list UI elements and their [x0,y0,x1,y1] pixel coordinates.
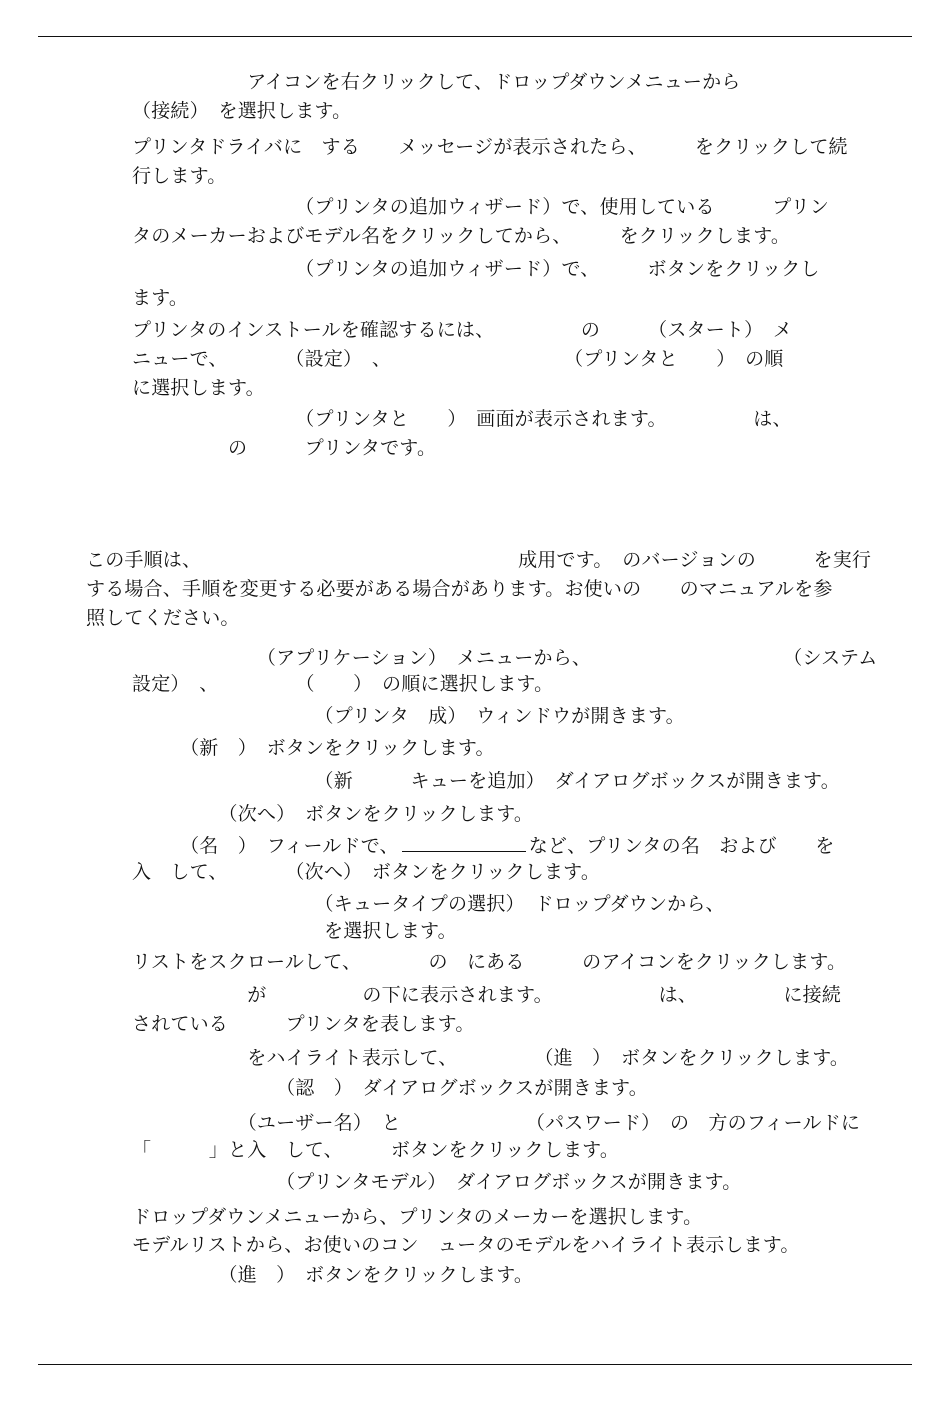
step-line-15: （認 ） ダイアログボックスが開きます。 [132,1077,648,1099]
step-line-1: （アプリケーション） メニューから、 （システム [132,647,878,669]
intro-line-1: この手順は、 成用です。 のバージョンの を実行 [86,549,872,571]
step-line-18: （プリンタモデル） ダイアログボックスが開きます。 [132,1171,742,1193]
s1-line-2: （接続） を選択します。 [132,100,352,122]
s1-line-9: プリンタのインストールを確認するには、 の （スタート） メ [132,319,793,341]
s1-line-13: の プリンタです。 [132,437,437,459]
step-line-10: を選択します。 [132,920,457,942]
step-line-9: （キュータイプの選択） ドロップダウンから、 [132,893,725,915]
intro-line-2: する場合、手順を変更する必要がある場合があります。お使いの のマニュアルを参 [86,578,833,600]
step-line-12: が の下に表示されます。 は、 に接続 [132,984,842,1006]
s1-line-11: に選択します。 [132,377,265,399]
printer-name-blank [402,833,526,852]
step-line-14: をハイライト表示して、 （進 ） ボタンをクリックします。 [132,1047,850,1069]
s1-line-6: タのメーカーおよびモデル名をクリックしてから、 をクリックします。 [132,225,791,247]
step-line-6: （次へ） ボタンをクリックします。 [132,803,534,825]
step-line-19: ドロップダウンメニューから、プリンタのメーカーを選択します。 [132,1206,703,1228]
step-line-4: （新 ） ボタンをクリックします。 [132,737,495,759]
step-line-17: 「 」と入 して、 ボタンをクリックします。 [132,1139,620,1161]
step-line-11: リストをスクロールして、 の にある のアイコンをクリックします。 [132,951,847,973]
step-line-20: モデルリストから、お使いのコン ュータのモデルをハイライト表示します。 [132,1234,800,1256]
step-line-2: 設定） 、 （ ） の順に選択します。 [132,673,554,695]
intro-line-3: 照してください。 [86,607,240,629]
s1-line-5: （プリンタの追加ウィザード）で、使用している プリン [132,196,830,218]
step-line-5: （新 キューを追加） ダイアログボックスが開きます。 [132,770,840,792]
s1-line-4: 行します。 [132,165,227,187]
step-line-7 [132,832,834,860]
step-line-13: されている プリンタを表します。 [132,1013,475,1035]
step-line-16: （ユーザー名） と （パスワード） の 方のフィールドに [132,1112,861,1134]
step-line-21: （進 ） ボタンをクリックします。 [132,1264,534,1286]
step-line-3: （プリンタ 成） ウィンドウが開きます。 [132,705,685,727]
s1-line-3: プリンタドライバに する メッセージが表示されたら、 をクリックして続 [132,136,848,158]
footer-rule [38,1364,912,1365]
step-line-7-b: など、プリンタの名 および を [528,835,835,857]
s1-line-12: （プリンタと ） 画面が表示されます。 は、 [132,408,792,430]
header-rule [38,36,912,37]
s1-line-7: （プリンタの追加ウィザード）で、 ボタンをクリックし [132,258,820,280]
step-line-7-a: （名 ） フィールドで、 [132,835,399,857]
s1-line-10: ニューで、 （設定） 、 （プリンタと ） の順 [132,348,784,370]
step-line-8: 入 して、 （次へ） ボタンをクリックします。 [132,861,601,883]
s1-line-1: アイコンを右クリックして、ドロップダウンメニューから [132,71,741,93]
s1-line-8: ます。 [132,287,189,309]
